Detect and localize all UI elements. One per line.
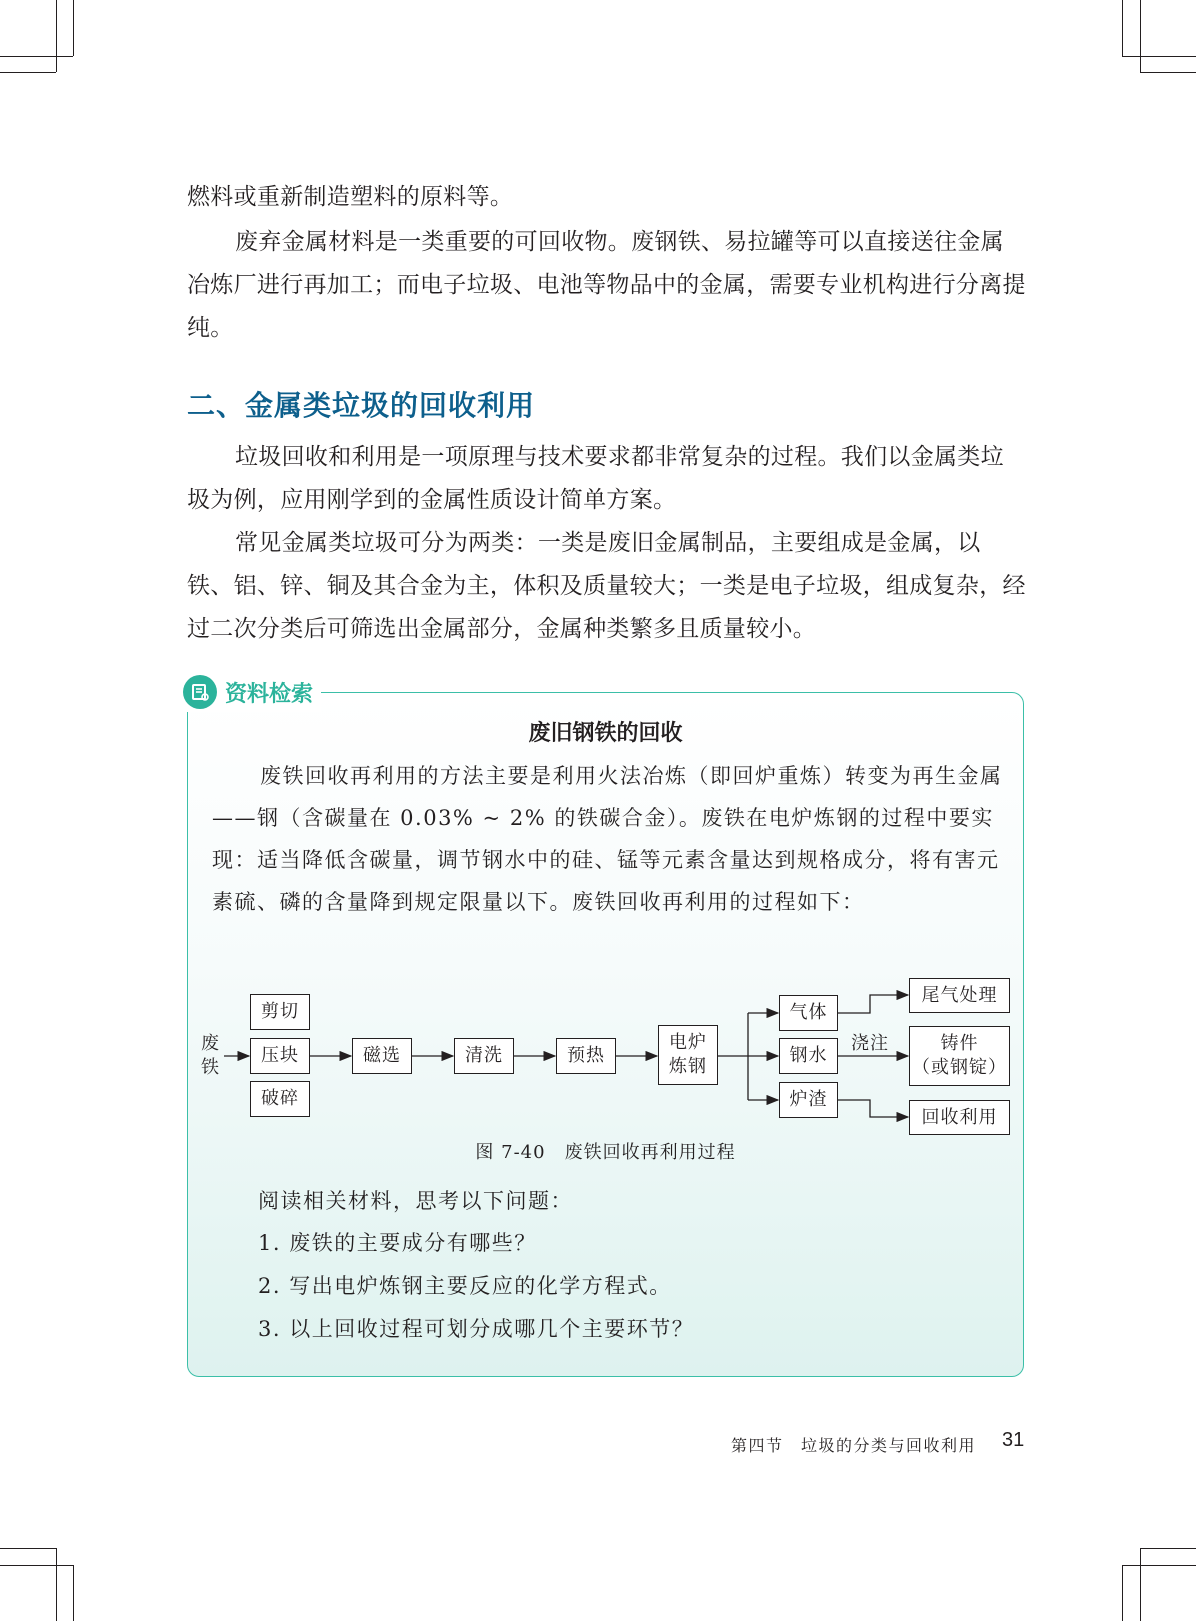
flow-pour-label: 浇注	[851, 1033, 889, 1054]
flow-node-press: 压块	[250, 1038, 310, 1074]
flow-node-slag: 炉渣	[779, 1082, 838, 1118]
info-box-tag-label: 资料检索	[225, 681, 314, 707]
question-item: 2. 写出电炉炼钢主要反应的化学方程式。	[258, 1274, 672, 1298]
question-item: 3. 以上回收过程可划分成哪几个主要环节？	[258, 1317, 695, 1341]
flow-node-crush: 破碎	[250, 1081, 310, 1117]
box-title: 废旧钢铁的回收	[528, 721, 683, 746]
flow-node-cut: 剪切	[250, 994, 310, 1030]
flow-node-wash: 清洗	[454, 1038, 514, 1074]
crop-mark	[1122, 56, 1196, 57]
crop-mark	[0, 1565, 73, 1566]
figure-caption: 图 7-40 废铁回收再利用过程	[475, 1142, 736, 1163]
crop-mark	[73, 0, 74, 56]
flow-node-casting: 铸件 （或钢锭）	[909, 1026, 1010, 1086]
box-paragraph: 废铁回收再利用的方法主要是利用火法冶炼（即回炉重炼）转变为再生金属——钢（含碳量在 0.03% ~ 2% 的铁碳合金）。废铁在电炉炼钢的过程中要实现：适当降低含碳量，调节钢水中的硅、锰等元素含量达到规格成分，将有害元素硫、磷的含量降到规定限量以下。废铁回收再利用的过程如下：	[212, 764, 1003, 914]
flow-node-exhaust: 尾气处理	[909, 978, 1010, 1013]
crop-mark	[1140, 1548, 1141, 1621]
book-icon	[183, 675, 217, 709]
crop-mark	[0, 72, 56, 73]
crop-mark	[1122, 0, 1123, 56]
flow-node-recycle: 回收利用	[909, 1100, 1010, 1135]
crop-mark	[56, 1548, 57, 1621]
crop-mark	[73, 1565, 74, 1621]
crop-mark	[1140, 0, 1141, 72]
section-heading: 二、金属类垃圾的回收利用	[187, 389, 536, 422]
body-paragraph: 常见金属类垃圾可分为两类：一类是废旧金属制品，主要组成是金属，以铁、铝、锌、铜及其合金为主，体积及质量较大；一类是电子垃圾，组成复杂，经过二次分类后可筛选出金属部分，金属种类繁多且质量较小。	[187, 530, 1026, 642]
flow-node-molten-steel: 钢水	[779, 1038, 838, 1074]
body-paragraph: 废弃金属材料是一类重要的可回收物。废钢铁、易拉罐等可以直接送往金属冶炼厂进行再加工；而电子垃圾、电池等物品中的金属，需要专业机构进行分离提纯。	[187, 229, 1026, 341]
footer-section-title: 第四节 垃圾的分类与回收利用	[730, 1436, 976, 1455]
body-paragraph: 燃料或重新制造塑料的原料等。	[187, 184, 514, 210]
crop-mark	[56, 0, 57, 72]
questions-intro: 阅读相关材料，思考以下问题：	[258, 1189, 573, 1213]
crop-mark	[1122, 1565, 1196, 1566]
crop-mark	[1140, 1548, 1196, 1549]
crop-mark	[0, 1548, 56, 1549]
page-number: 31	[1002, 1429, 1025, 1451]
crop-mark	[0, 56, 73, 57]
flow-node-magnetic: 磁选	[352, 1038, 412, 1074]
crop-mark	[1140, 72, 1196, 73]
info-box-tag	[183, 672, 321, 712]
body-paragraph: 垃圾回收和利用是一项原理与技术要求都非常复杂的过程。我们以金属类垃圾为例，应用刚学到的金属性质设计简单方案。	[187, 444, 1004, 513]
flow-node-preheat: 预热	[556, 1038, 616, 1074]
flow-node-furnace: 电炉 炼钢	[658, 1025, 718, 1085]
crop-mark	[1122, 1565, 1123, 1621]
flow-input-label: 废 铁	[201, 1033, 220, 1078]
flow-node-gas: 气体	[779, 995, 838, 1031]
question-item: 1. 废铁的主要成分有哪些？	[258, 1231, 537, 1255]
